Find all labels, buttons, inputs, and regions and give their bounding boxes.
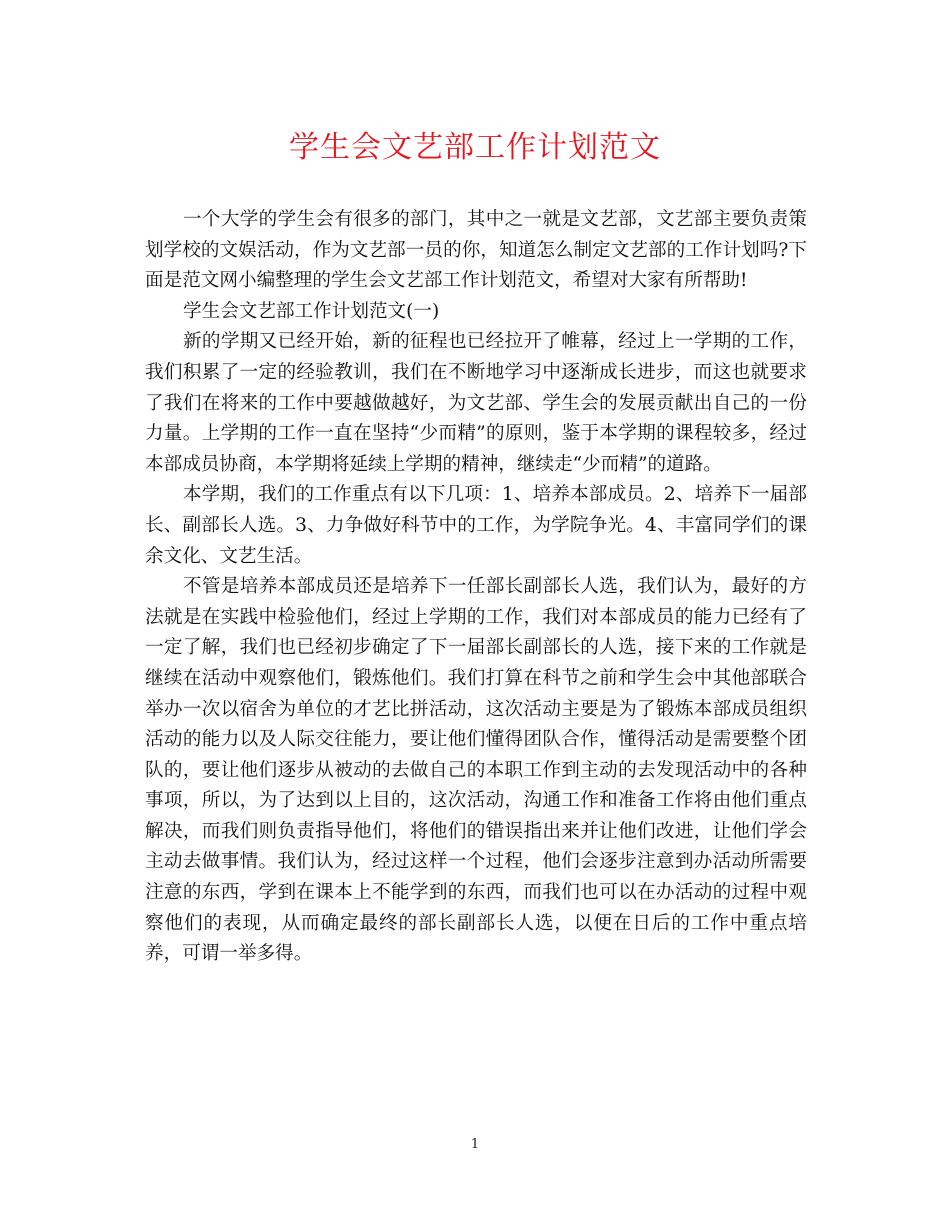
- paragraph-new-semester: 新的学期又已经开始，新的征程也已经拉开了帷幕，经过上一学期的工作，我们积累了一定的经验教训，我们在不断地学习中逐渐成长进步，而这也就要求了我们在将来的工作中要越做越好，为文艺部、学生会的发展贡献出自己的一份力量。上学期的工作一直在坚持“少而精”的原则，鉴于本学期的课程较多，经过本部成员协商，本学期将延续上学期的精神，继续走“少而精”的道路。: [145, 331, 807, 475]
- paragraph-key-tasks: 本学期，我们的工作重点有以下几项：1、培养本部成员。2、培养下一届部长、副部长人选。3、力争做好科节中的工作，为学院争光。4、丰富同学们的课余文化、文艺生活。: [145, 484, 807, 567]
- document-body: [145, 205, 807, 970]
- paragraph-section-heading: 学生会文艺部工作计划范文(一): [183, 300, 440, 322]
- paragraph-training-plan: 不管是培养本部成员还是培养下一任部长副部长人选，我们认为，最好的方法就是在实践中检验他们，经过上学期的工作，我们对本部成员的能力已经有了一定了解，我们也已经初步确定了下一届部长副部长的人选，接下来的工作就是继续在活动中观察他们，锻炼他们。我们打算在科节之前和学生会中其他部联合举办一次以宿舍为单位的才艺比拼活动，这次活动主要是为了锻炼本部成员组织活动的能力以及人际交往能力，要让他们懂得团队合作，懂得活动是需要整个团队的，要让他们逐步从被动的去做自己的本职工作到主动的去发现活动中的各种事项，所以，为了达到以上目的，这次活动，沟通工作和准备工作将由他们重点解决，而我们则负责指导他们，将他们的错误指出来并让他们改进，让他们学会主动去做事情。我们认为，经过这样一个过程，他们会逐步注意到办活动所需要注意的东西，学到在课本上不能学到的东西，而我们也可以在办活动的过程中观察他们的表现，从而确定最终的部长副部长人选，以便在日后的工作中重点培养，可谓一举多得。: [145, 576, 807, 965]
- document-title: 学生会文艺部工作计划范文: [289, 130, 661, 165]
- page-number: 1: [470, 1137, 480, 1152]
- paragraph-intro: 一个大学的学生会有很多的部门，其中之一就是文艺部，文艺部主要负责策划学校的文娱活动，作为文艺部一员的你，知道怎么制定文艺部的工作计划吗?下面是范文网小编整理的学生会文艺部工作计划范文，希望对大家有所帮助!: [145, 209, 807, 292]
